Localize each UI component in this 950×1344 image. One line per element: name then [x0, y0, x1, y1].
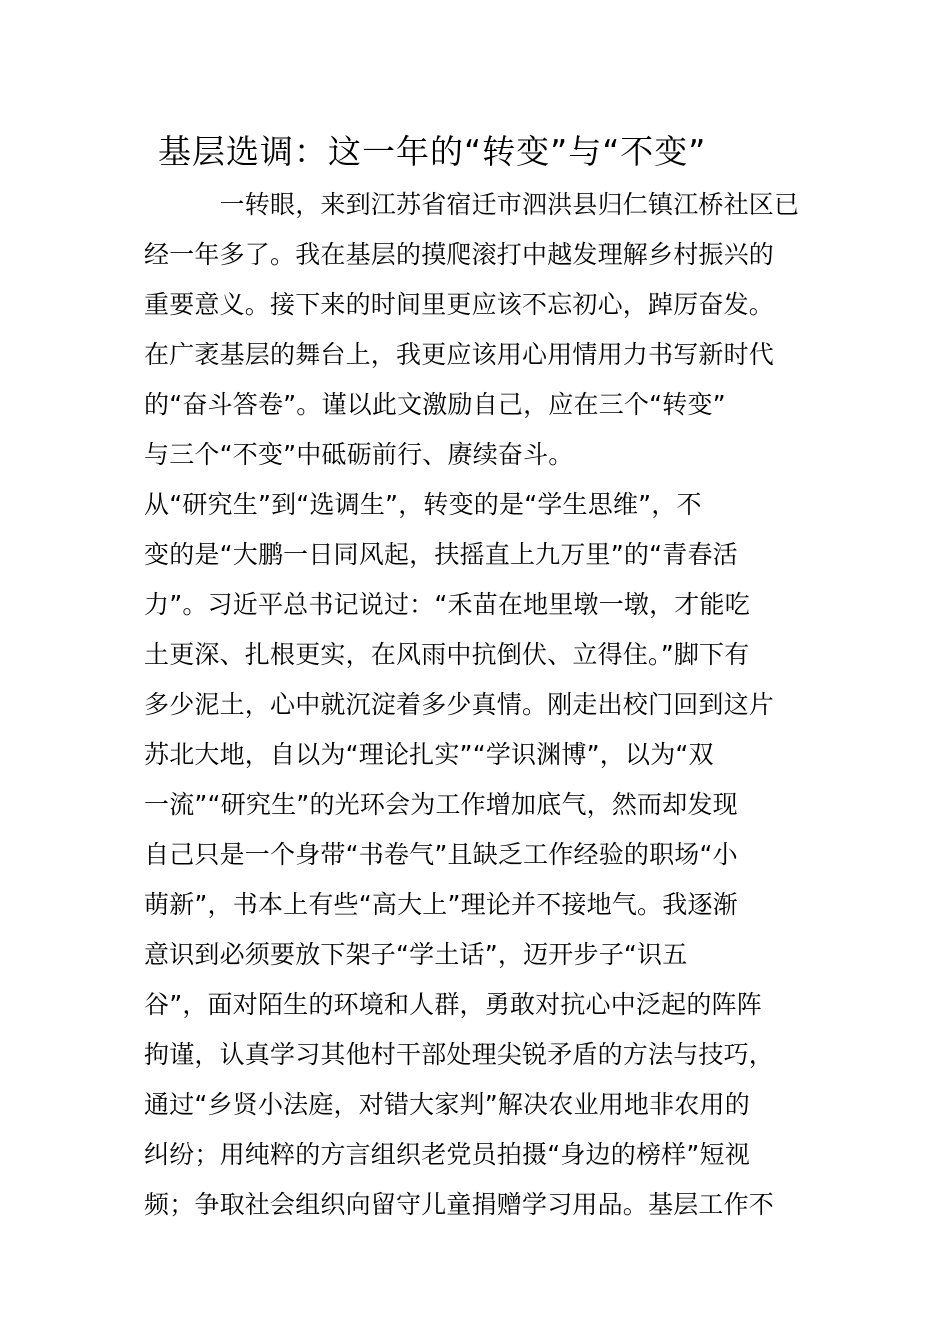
- body-line: 拘谨，认真学习其他村干部处理尖锐矛盾的方法与技巧，: [144, 1040, 775, 1069]
- body-line: 的“奋斗答卷”。谨以此文激励自己，应在三个“转变”: [144, 390, 726, 419]
- body-line: 谷”，面对陌生的环境和人群，勇敢对抗心中泛起的阵阵: [144, 990, 762, 1019]
- body-line: 多少泥土，心中就沉淀着多少真情。刚走出校门回到这片: [144, 690, 775, 719]
- body-line: 通过“乡贤小法庭，对错大家判”解决农业用地非农用的: [144, 1090, 750, 1119]
- body-line: 一转眼，来到江苏省宿迁市泗洪县归仁镇江桥社区已: [144, 190, 800, 219]
- body-line: 纠纷；用纯粹的方言组织老党员拍摄“身边的榜样”短视: [144, 1140, 750, 1169]
- body-line: 与三个“不变”中砥砺前行、赓续奋斗。: [144, 440, 574, 469]
- body-line: 苏北大地，自以为“理论扎实”“学识渊博”，以为“双: [144, 740, 714, 769]
- document-title: 基层选调：这一年的“转变”与“不变”: [158, 132, 707, 171]
- body-line: 一流”“研究生”的光环会为工作增加底气，然而却发现: [144, 790, 738, 819]
- body-line: 经一年多了。我在基层的摸爬滚打中越发理解乡村振兴的: [144, 240, 775, 269]
- body-line: 萌新”，书本上有些“高大上”理论并不接地气。我逐渐: [144, 890, 738, 919]
- body-line: 意识到必须要放下架子“学土话”，迈开步子“识五: [144, 940, 688, 969]
- body-line: 在广袤基层的舞台上，我更应该用心用情用力书写新时代: [144, 340, 775, 369]
- body-line: 频；争取社会组织向留守儿童捐赠学习用品。基层工作不: [144, 1190, 775, 1219]
- body-line: 力”。习近平总书记说过：“禾苗在地里墩一墩，才能吃: [144, 590, 750, 619]
- document-body: [144, 180, 810, 1230]
- body-line: 土更深、扎根更实，在风雨中抗倒伏、立得住。”脚下有: [144, 640, 750, 669]
- body-line: 重要意义。接下来的时间里更应该不忘初心，踔厉奋发。: [144, 290, 775, 319]
- body-line: 自己只是一个身带“书卷气”且缺乏工作经验的职场“小: [144, 840, 738, 869]
- body-line: 变的是“大鹏一日同风起，扶摇直上九万里”的“青春活: [144, 540, 738, 569]
- body-line: 从“研究生”到“选调生”，转变的是“学生思维”，不: [144, 490, 702, 519]
